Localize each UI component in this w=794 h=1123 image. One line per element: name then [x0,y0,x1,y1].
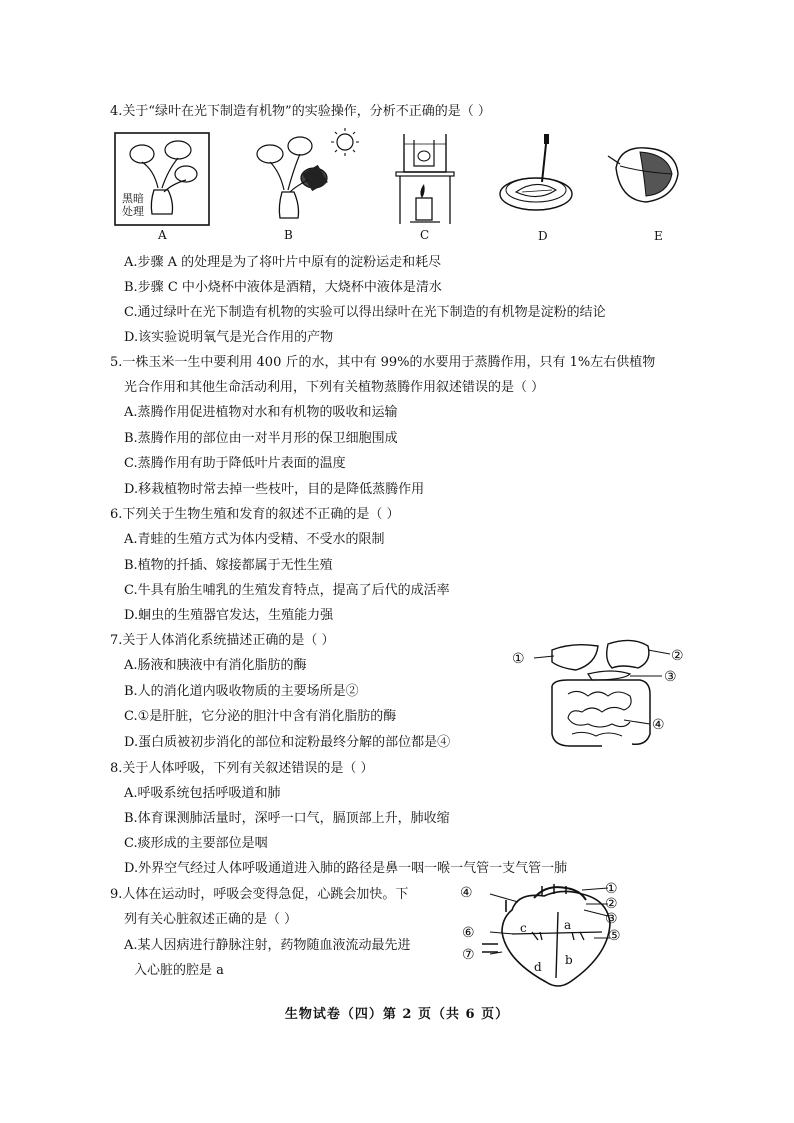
q5-option-c: C.蒸腾作用有助于降低叶片表面的温度 [124,456,346,471]
q7-option-d: D.蛋白质被初步消化的部位和淀粉最终分解的部位都是④ [124,735,451,750]
digestive-mark-2: ② [671,648,684,664]
q9-stem-line1: 9.人体在运动时，呼吸会变得急促，心跳会加快。下 [110,887,409,902]
heart-chamber-d: d [534,960,542,974]
heart-chamber-b: b [565,953,573,967]
heart-mark-7: ⑦ [462,947,475,963]
q7-stem: 7.关于人体消化系统描述正确的是（ ） [110,633,335,648]
heart-mark-3: ③ [605,911,618,927]
dark-label-2: 处理 [122,205,144,218]
q4-option-a: A.步骤 A 的处理是为了将叶片中原有的淀粉运走和耗尽 [124,255,442,270]
figure-label-b: B [284,228,293,242]
dark-label-1: 黑暗 [122,192,144,205]
q7-option-a: A.肠液和胰液中有消化脂肪的酶 [124,658,307,673]
digestive-mark-3: ③ [664,669,677,685]
figure-b-light-exposure [250,128,360,226]
heart-mark-6: ⑥ [462,925,475,941]
heart-mark-2: ② [605,896,618,912]
q9-option-a-line1: A.某人因病进行静脉注射，药物随血液流动最先进 [124,938,411,953]
q8-option-b: B.体育课测肺活量时，深呼一口气，膈顶部上升，肺收缩 [124,811,450,826]
figure-label-a: A [158,228,167,242]
digestive-mark-4: ④ [652,717,665,733]
heart-mark-1: ① [605,881,618,897]
q5-stem-line1: 5.一株玉米一生中要利用 400 斤的水，其中有 99%的水要用于蒸腾作用，只有 1%左右供植物 [110,355,656,370]
q9-option-a-line2: 入心脏的腔是 a [134,963,224,978]
figure-label-d: D [538,229,548,243]
q5-option-d: D.移栽植物时常去掉一些枝叶，目的是降低蒸腾作用 [124,482,425,497]
heart-mark-4: ④ [460,885,473,901]
q6-option-a: A.青蛙的生殖方式为体内受精、不受水的限制 [124,532,385,547]
figure-e-stained-leaf [606,140,682,208]
q4-option-d: D.该实验说明氧气是光合作用的产物 [124,330,334,345]
q6-option-b: B.植物的扦插、嫁接都属于无性生殖 [124,558,333,573]
figure-d-iodine-drop [498,132,578,216]
q8-option-c: C.痰形成的主要部位是咽 [124,836,268,851]
q8-option-d: D.外界空气经过人体呼吸通道进入肺的路径是鼻一咽一喉一气管一支气管一肺 [124,861,568,876]
figure-label-c: C [420,228,430,242]
q7-option-c: C.①是肝脏，它分泌的胆汁中含有消化脂肪的酶 [124,709,397,724]
figure-c-water-bath [392,130,458,226]
digestive-system-diagram [512,634,692,754]
q4-option-b: B.步骤 C 中小烧杯中液体是酒精，大烧杯中液体是清水 [124,280,442,295]
heart-chamber-c: c [520,921,527,935]
q5-option-b: B.蒸腾作用的部位由一对半月形的保卫细胞围成 [124,431,398,446]
q8-option-a: A.呼吸系统包括呼吸道和肺 [124,786,281,801]
q9-stem-line2: 列有关心脏叙述正确的是（ ） [124,912,298,927]
q8-stem: 8.关于人体呼吸，下列有关叙述错误的是（ ） [110,761,374,776]
heart-chamber-a: a [564,918,572,932]
q4-option-c: C.通过绿叶在光下制造有机物的实验可以得出绿叶在光下制造的有机物是淀粉的结论 [124,305,606,320]
q6-stem: 6.下列关于生物生殖和发育的叙述不正确的是（ ） [110,507,400,522]
q5-stem-line2: 光合作用和其他生命活动利用，下列有关植物蒸腾作用叙述错误的是（ ） [124,380,545,395]
q7-option-b: B.人的消化道内吸收物质的主要场所是② [124,684,359,699]
heart-mark-5: ⑤ [608,928,621,944]
q6-option-c: C.牛具有胎生哺乳的生殖发育特点，提高了后代的成活率 [124,583,450,598]
figure-label-e: E [654,229,663,243]
q4-stem: 4.关于“绿叶在光下制造有机物”的实验操作，分析不正确的是（ ） [110,104,491,119]
page-footer: 生物试卷（四）第 2 页（共 6 页） [284,1007,510,1022]
digestive-mark-1: ① [512,651,525,667]
q5-option-a: A.蒸腾作用促进植物对水和有机物的吸收和运输 [124,405,398,420]
q6-option-d: D.蛔虫的生殖器官发达，生殖能力强 [124,608,334,623]
